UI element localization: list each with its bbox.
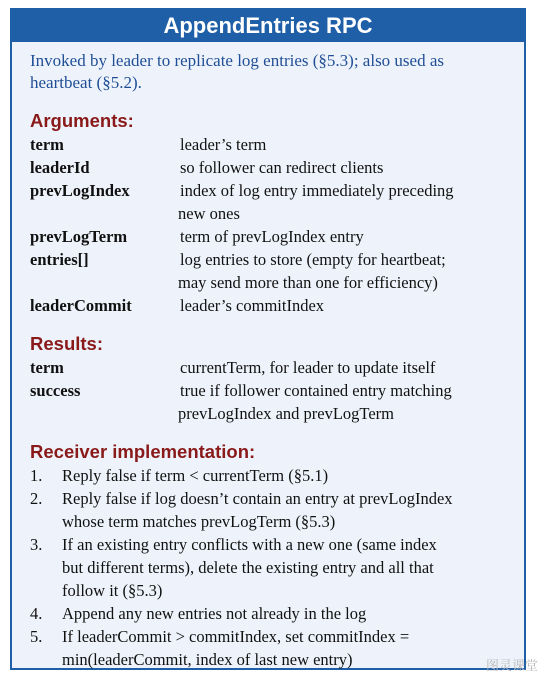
result-row [30, 356, 510, 379]
argument-field-description: so follower can redirect clients [180, 158, 384, 177]
step-number: 2. [30, 489, 43, 508]
receiver-step [30, 464, 510, 487]
step-text: Reply false if term < currentTerm (§5.1) [62, 466, 329, 485]
receiver-step [30, 533, 510, 602]
result-field-name: success [30, 381, 81, 400]
step-text: If leaderCommit > commitIndex, set commitIndex = min(leaderCommit, index of last new entry) [62, 627, 410, 669]
argument-row [30, 225, 510, 248]
argument-field-name: prevLogIndex [30, 181, 130, 200]
argument-field-name: leaderId [30, 158, 90, 177]
argument-field-description: index of log entry immediately preceding new ones [178, 181, 454, 223]
step-text: Append any new entries not already in the log [62, 604, 367, 623]
argument-field-name: term [30, 135, 64, 154]
result-field-name: term [30, 358, 64, 377]
receiver-step [30, 487, 510, 533]
intro-text: Invoked by leader to replicate log entries (§5.3); also used as heartbeat (§5.2). [30, 51, 445, 92]
argument-row [30, 133, 510, 156]
receiver-step [30, 625, 510, 671]
results-list [30, 356, 510, 425]
argument-row [30, 156, 510, 179]
argument-field-description: leader’s term [180, 135, 267, 154]
argument-field-name: entries[] [30, 250, 89, 269]
watermark: 图灵课堂 [485, 659, 538, 674]
argument-field-name: prevLogTerm [30, 227, 128, 246]
argument-field-description: leader’s commitIndex [180, 296, 325, 315]
step-number: 5. [30, 627, 43, 646]
arguments-heading: Arguments: [30, 110, 134, 131]
step-number: 4. [30, 604, 43, 623]
argument-field-description: log entries to store (empty for heartbeat; may send more than one for efficiency) [178, 250, 446, 292]
argument-row [30, 179, 510, 225]
step-number: 3. [30, 535, 43, 554]
results-heading: Results: [30, 333, 103, 354]
step-number: 1. [30, 466, 43, 485]
result-field-description: true if follower contained entry matching prevLogIndex and prevLogTerm [178, 381, 452, 423]
result-field-description: currentTerm, for leader to update itself [180, 358, 436, 377]
argument-field-name: leaderCommit [30, 296, 132, 315]
rpc-card [10, 8, 526, 670]
card-content [12, 42, 524, 671]
receiver-steps [30, 464, 510, 671]
result-row [30, 379, 510, 425]
card-title: AppendEntries RPC [12, 10, 524, 42]
receiver-heading: Receiver implementation: [30, 441, 256, 462]
argument-field-description: term of prevLogIndex entry [180, 227, 364, 246]
argument-row [30, 294, 510, 317]
arguments-list [30, 133, 510, 317]
step-text: Reply false if log doesn’t contain an entry at prevLogIndex whose term matches prevLogTerm (§5.3) [62, 489, 453, 531]
receiver-step [30, 602, 510, 625]
step-text: If an existing entry conflicts with a new one (same index but different terms), delete the existing entry and all that follow it (§5.3) [62, 535, 437, 600]
argument-row [30, 248, 510, 294]
